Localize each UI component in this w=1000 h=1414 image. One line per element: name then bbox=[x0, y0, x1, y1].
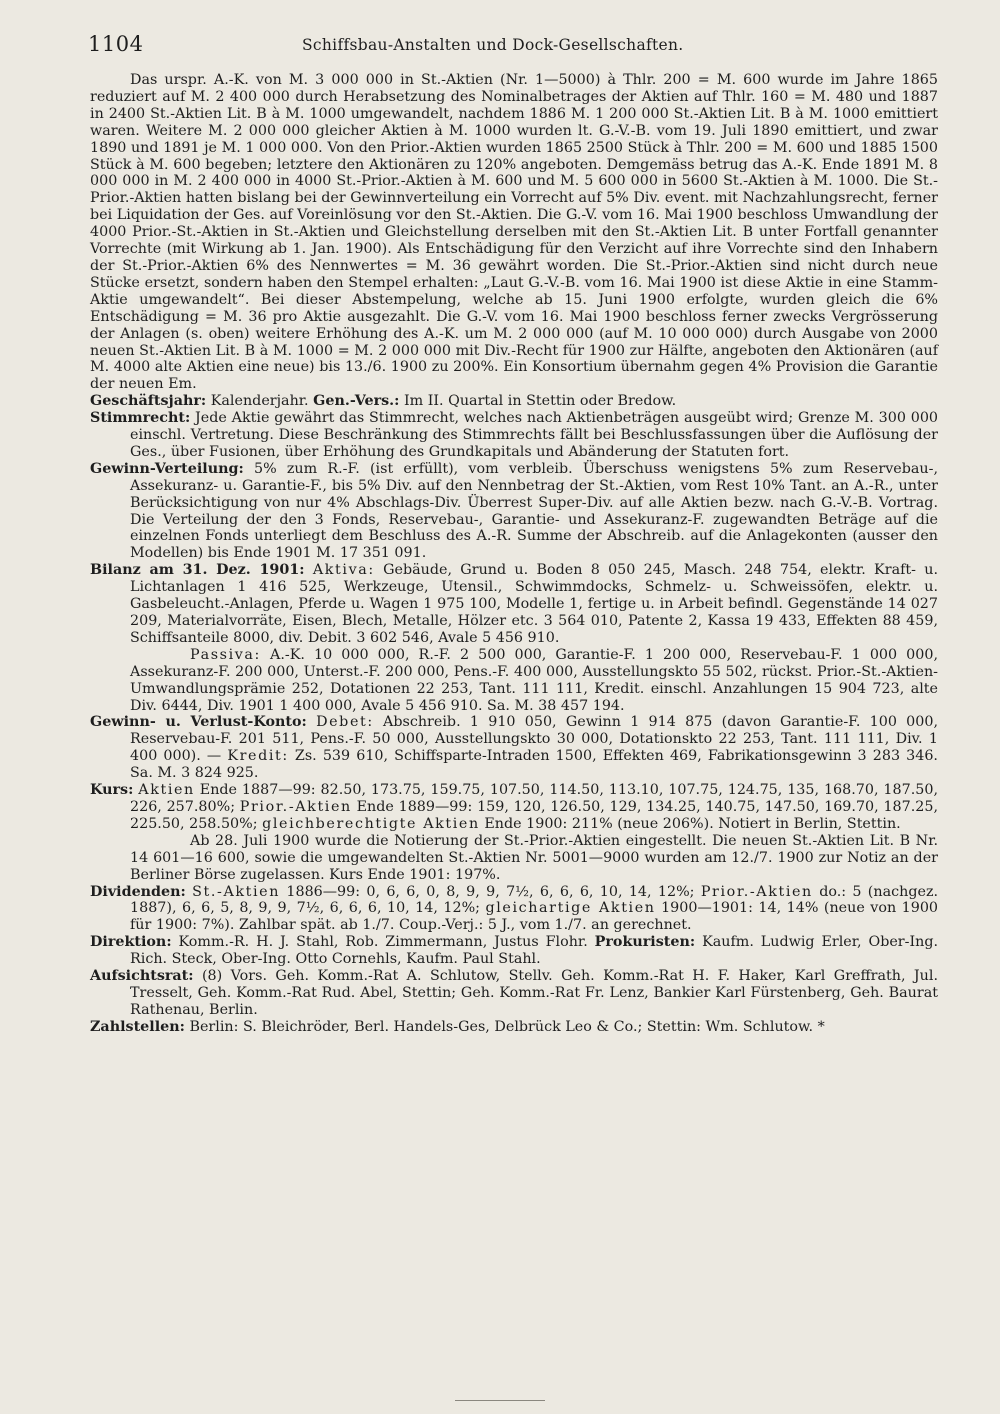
stimmrecht-text: Jede Aktie gewährt das Stimmrecht, welches nach Aktienbeträgen ausgeübt wird; Grenze M. 300 000 einschl. Vertretung. Diese Beschränkung des Stimmrechts fällt bei Beschlussfassungen über die Auflösung der Ges., über Fusionen, über Erhöhung des Grundkapitals und Abänderung der Statuten fort. bbox=[130, 410, 939, 460]
direktion-text: Komm.-R. H. J. Stahl, Rob. Zimmermann, Justus Flohr. bbox=[178, 934, 588, 951]
kurs-gleich-values: Ende 1900: 211% (neue 206%). Notiert in Berlin, Stettin. bbox=[484, 815, 901, 832]
geschaeftsjahr-label: Geschäftsjahr: bbox=[90, 393, 207, 410]
div-gleich-values: 1900—1901: 14, 14% (neue von 1900 für 1900: 7%). Zahlbar spät. ab 1./7. Coup.-Verj.: 5 J., vom 1./7. an gerechnet. bbox=[130, 900, 939, 934]
passiva-label: Passiva: bbox=[190, 646, 261, 663]
geschaeftsjahr-entry bbox=[90, 393, 938, 410]
kredit-text: Zs. 539 610, Schiffsparte-Intraden 1500, Effekten 469, Fabrikationsgewinn 3 283 346. Sa. M. 3 824 925. bbox=[130, 748, 938, 782]
footer-rule bbox=[455, 1400, 545, 1401]
gewinn-verteilung-entry bbox=[90, 461, 938, 562]
dividenden-label: Dividenden: bbox=[90, 883, 186, 900]
prokuristen-text: Kaufm. Ludwig Erler, Ober-Ing. Rich. Steck, Ober-Ing. Otto Cornehls, Kaufm. Paul Stahl. bbox=[130, 934, 939, 968]
debet-text: Abschreib. 1 910 050, Gewinn 1 914 875 (davon Garantie-F. 100 000, Reservebau-F. 201 511, Pens.-F. 50 000, Ausstellungskto 30 000, Dotationskto 22 253, Tant. 111 111, Div. 1 400 000). — bbox=[130, 714, 939, 765]
running-head: Schiffsbau-Anstalten und Dock-Gesellschaften. bbox=[302, 36, 684, 54]
gewinn-verteilung-label: Gewinn-Verteilung: bbox=[90, 460, 244, 477]
kurs-prior-label: Prior.-Aktien bbox=[239, 798, 352, 815]
guv-label: Gewinn- u. Verlust-Konto: bbox=[90, 714, 307, 731]
document-body bbox=[90, 72, 938, 1036]
kurs-aktien-label: Aktien bbox=[138, 782, 195, 799]
page-header bbox=[88, 32, 948, 60]
aktiva-text: Gebäude, Grund u. Boden 8 050 245, Masch. 248 754, elektr. Kraft- u. Lichtanlagen 1 416 525, Werkzeuge, Utensil., Schwimmdocks, Schmelz- u. Schweissöfen, elektr. u. Gasbeleucht.-Anlagen, Pferde u. Wagen 1 975 100, Modelle 1, fertige u. in Arbeit befindl. Gegenstände 14 027 209, Materialvorräte, Eisen, Blech, Metalle, Hölzer etc. 3 564 010, Patente 2, Kassa 19 433, Effekten 88 459, Schiffsanteile 8000, div. Debit. 3 602 546, Avale 5 456 910. bbox=[130, 562, 939, 646]
aufsichtsrat-text: (8) Vors. Geh. Komm.-Rat A. Schlutow, Stellv. Geh. Komm.-Rat H. F. Haker, Karl Greffrath, Jul. Tresselt, Geh. Komm.-Rat Rud. Abel, Stettin; Geh. Komm.-Rat Fr. Lenz, Bankier Karl Fürstenberg, Geh. Baurat Rathenau, Berlin. bbox=[130, 968, 938, 1018]
div-prior-label: Prior.-Aktien bbox=[700, 883, 813, 900]
div-st-aktien-values: 1886—99: 0, 6, 6, 0, 8, 9, 9, 7½, 6, 6, 6, 10, 14, 12%; bbox=[286, 883, 695, 900]
div-gleich-label: gleichartige Aktien bbox=[485, 900, 656, 917]
kurs-entry bbox=[90, 782, 938, 833]
aufsichtsrat-label: Aufsichtsrat: bbox=[90, 968, 194, 985]
kurs-aktien-values: Ende 1887—99: 82.50, 173.75, 159.75, 107.50, 114.50, 113.10, 107.75, 124.75, 135, 168.70, 187.50, 226, 257.80%; bbox=[130, 782, 938, 815]
bilanz-aktiva-entry bbox=[90, 562, 938, 647]
guv-entry bbox=[90, 714, 938, 782]
aufsichtsrat-entry bbox=[90, 968, 938, 1019]
prokuristen-label: Prokuristen: bbox=[594, 934, 696, 951]
stimmrecht-label: Stimmrecht: bbox=[90, 410, 191, 427]
div-st-aktien-label: St.-Aktien bbox=[192, 883, 281, 900]
kurs-note: Ab 28. Juli 1900 wurde die Notierung der St.-Prior.-Aktien eingestellt. Die neuen St.-Aktien Lit. B Nr. 14 601—16 600, sowie die umgewandelten St.-Aktien Nr. 5001—9000 wurden am 12./7. 1900 zur Notiz an der Berliner Börse zugelassen. Kurs Ende 1901: 197%. bbox=[130, 832, 938, 883]
passiva-text: A.-K. 10 000 000, R.-F. 2 500 000, Garantie-F. 1 200 000, Reservebau-F. 1 000 000, Assekuranz-F. 200 000, Unterst.-F. 200 000, Pens.-F. 400 000, Ausstellungskto 55 502, rückst. Prior.-St.-Aktien-Umwandlungsprämie 252, Dotationen 22 253, Tant. 111 111, Kredit. einschl. Anzahlungen 15 904 723, alte Div. 6444, Div. 1901 1 400 000, Avale 5 456 910. Sa. M. 38 457 194. bbox=[130, 646, 939, 714]
direktion-label: Direktion: bbox=[90, 934, 172, 951]
debet-label: Debet: bbox=[316, 714, 374, 731]
stimmrecht-entry bbox=[90, 410, 938, 461]
aktiva-label: Aktiva: bbox=[312, 562, 375, 579]
gewinn-verteilung-text: 5% zum R.-F. (ist erfüllt), vom verbleib. Überschuss wenigstens 5% zum Reservebau-, Assekuranz- u. Garantie-F., bis 5% Div. auf den Nennbetrag der St.-Aktien, vom Rest 10% Tant. an A.-R., unter Berücksichtigung von nur 4% Abschlags-Div. Überrest Super-Div. auf alle Aktien bezw. nach G.-V.-B. Vortrag. Die Verteilung der den 3 Fonds, Reservebau-, Garantie- und Assekuranz-F. zugewandten Beträge auf die einzelnen Fonds unterliegt dem Beschluss des A.-R. Summe der Abschreib. auf die Anlagekonten (ausser den Modellen) bis Ende 1901 M. 17 351 091. bbox=[130, 460, 939, 562]
page-number: 1104 bbox=[88, 32, 144, 56]
kurs-label: Kurs: bbox=[90, 782, 134, 799]
kurs-gleich-label: gleichberechtigte Aktien bbox=[262, 815, 480, 832]
capital-history-paragraph: Das urspr. A.-K. von M. 3 000 000 in St.-Aktien (Nr. 1—5000) à Thlr. 200 = M. 600 wurde im Jahre 1865 reduziert auf M. 2 400 000 durch Herabsetzung des Nominalbetrages der Aktien auf Thlr. 160 = M. 480 und 1887 in 2400 St.-Aktien Lit. B à M. 1000 umgewandelt, nachdem 1886 M. 1 200 000 St.-Aktien Lit. B à M. 1000 emittiert waren. Weitere M. 2 000 000 gleicher Aktien à M. 1000 wurden lt. G.-V.-B. vom 19. Juli 1890 emittiert, und zwar 1890 und 1891 je M. 1 000 000. Von den Prior.-Aktien wurden 1865 2500 Stück à Thlr. 200 = M. 600 und 1885 1500 Stück à M. 600 begeben; letztere den Aktionären zu 120% angeboten. Demgemäss betrug das A.-K. Ende 1891 M. 8 000 000 in M. 2 400 000 in 4000 St.-Prior.-Aktien à M. 600 und M. 5 600 000 in 5600 St.-Aktien à M. 1000. Die St.-Prior.-Aktien hatten bislang bei der Gewinnverteilung ein Vorrecht auf 5% Div. event. mit Nachzahlungsrecht, ferner bei Liquidation der Ges. auf Voreinlösung vor den St.-Aktien. Die G.-V. vom 16. Mai 1900 beschloss Umwandlung der 4000 Prior.-St.-Aktien in St.-Aktien und Gleichstellung derselben mit den St.-Aktien Lit. B unter Fortfall genannter Vorrechte (mit Wirkung ab 1. Jan. 1900). Als Entschädigung für den Verzicht auf ihre Vorrechte sind den Inhabern der St.-Prior.-Aktien 6% des Nennwertes = M. 36 gewährt worden. Die St.-Prior.-Aktien sind nicht durch neue Stücke ersetzt, sondern haben den Stempel erhalten: „Laut G.-V.-B. vom 16. Mai 1900 ist diese Aktie in eine Stamm-Aktie umgewandelt“. Bei dieser Abstempelung, welche ab 15. Juni 1900 erfolgte, wurden gleich die 6% Entschädigung = M. 36 pro Aktie ausgezahlt. Die G.-V. vom 16. Mai 1900 beschloss ferner zwecks Vergrösserung der Anlagen (s. oben) weitere Erhöhung des A.-K. um M. 2 000 000 (auf M. 10 000 000) durch Ausgabe von 2000 neuen St.-Aktien Lit. B à M. 1000 = M. 2 000 000 mit Div.-Recht für 1900 zur Hälfte, angeboten den Aktionären (auf M. 4000 alte Aktien eine neue) bis 13./6. 1900 zu 200%. Ein Konsortium übernahm gegen 4% Provision die Garantie der neuen Em. bbox=[90, 72, 938, 393]
kurs-prior-values: Ende 1889—99: 159, 120, 126.50, 129, 134.25, 140.75, 147.50, 169.70, 187.25, 225.50, 258.50%; bbox=[130, 798, 939, 832]
dividenden-entry bbox=[90, 884, 938, 935]
gen-vers-text: Im II. Quartal in Stettin oder Bredow. bbox=[403, 393, 677, 410]
zahlstellen-entry bbox=[90, 1019, 938, 1036]
gen-vers-label: Gen.-Vers.: bbox=[313, 393, 400, 410]
zahlstellen-text: Berlin: S. Bleichröder, Berl. Handels-Ges, Delbrück Leo & Co.; Stettin: Wm. Schlutow. * bbox=[189, 1018, 825, 1035]
bilanz-label: Bilanz am 31. Dez. 1901: bbox=[90, 562, 305, 579]
direktion-entry bbox=[90, 934, 938, 968]
geschaeftsjahr-text: Kalenderjahr. bbox=[210, 393, 309, 410]
kredit-label: Kredit: bbox=[227, 748, 289, 765]
div-prior-values: do.: 5 (nachgez. 1887), 6, 6, 5, 8, 9, 9, 7½, 6, 6, 6, 10, 14, 12%; bbox=[130, 883, 939, 917]
bilanz-passiva-entry bbox=[90, 647, 938, 715]
zahlstellen-label: Zahlstellen: bbox=[90, 1018, 185, 1035]
